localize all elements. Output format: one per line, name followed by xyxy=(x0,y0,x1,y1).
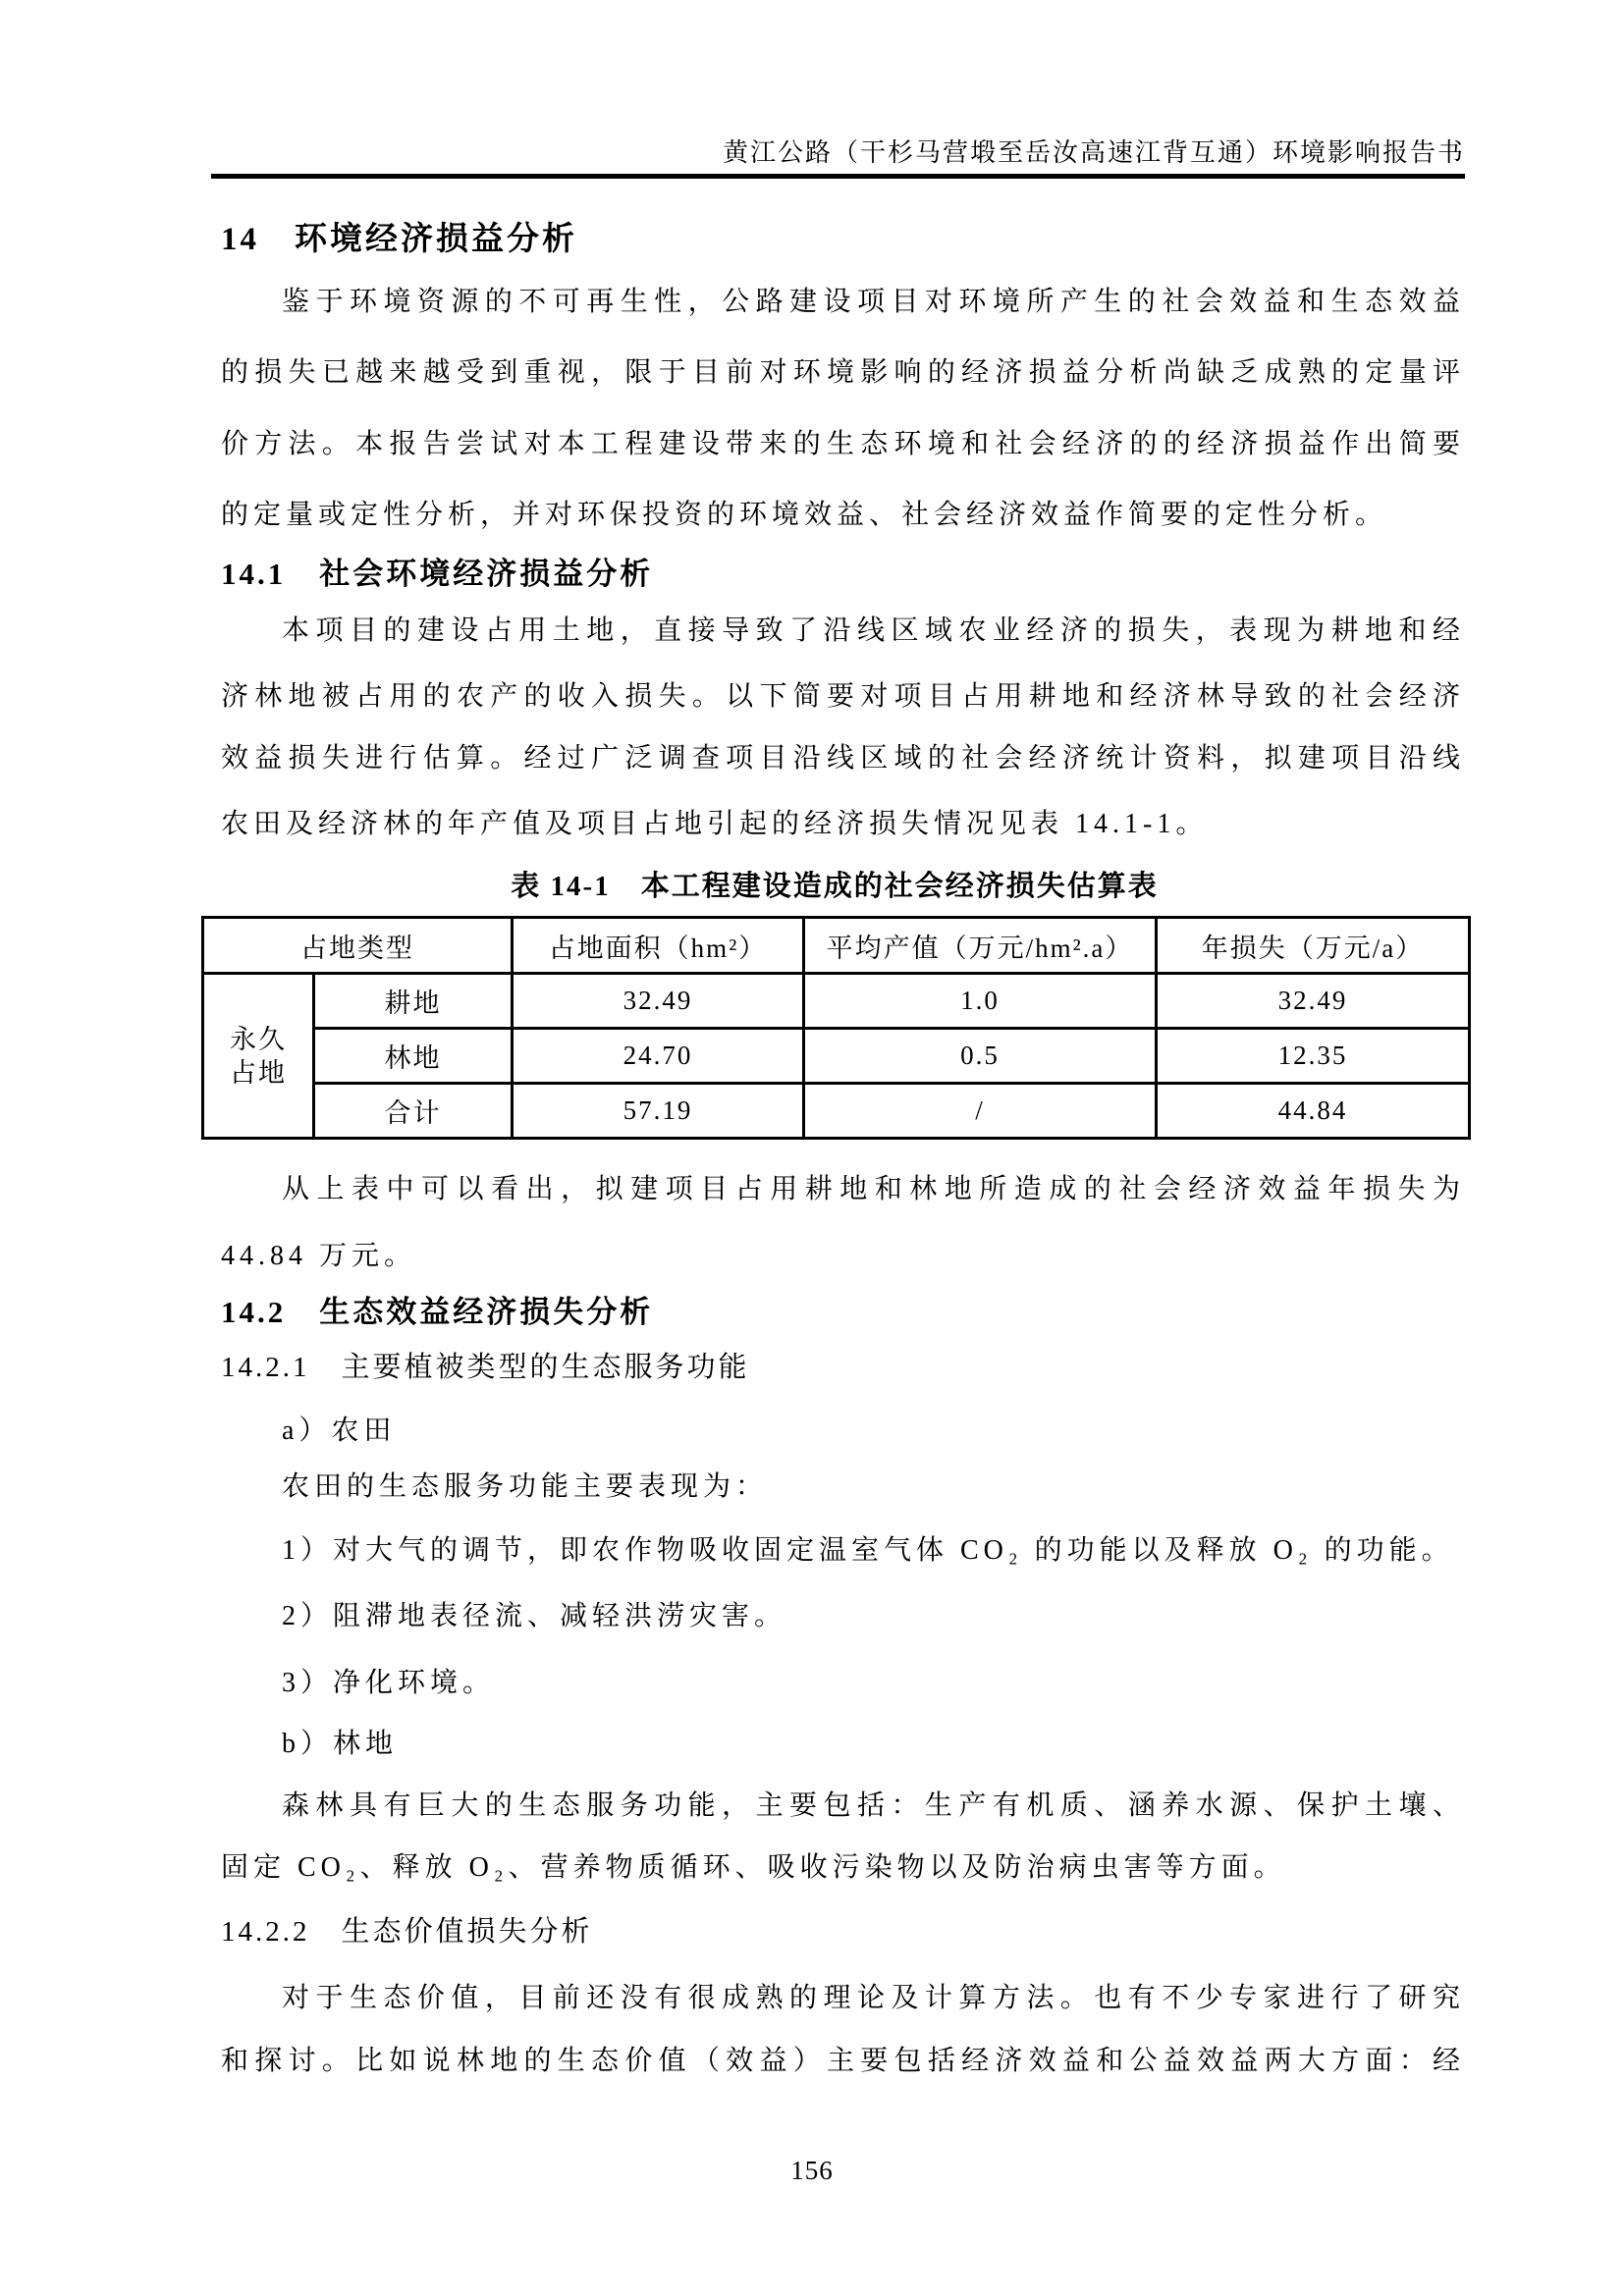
table-row xyxy=(203,1084,1470,1139)
list-item: 1）对大气的调节，即农作物吸收固定温室气体 CO₂ 的功能以及释放 O₂ 的功能。 xyxy=(282,1535,1454,1566)
table-cell: 32.49 xyxy=(513,974,804,1029)
paragraph-line: 济林地被占用的农产的收入损失。以下简要对项目占用耕地和经济林导致的社会经济 xyxy=(221,681,1465,712)
heading-14: 14 环境经济损益分析 xyxy=(221,222,577,257)
paragraph-line: 本项目的建设占用土地，直接导致了沿线区域农业经济的损失，表现为耕地和经 xyxy=(282,615,1465,646)
column-header: 占地面积（hm²） xyxy=(513,918,804,974)
table-cell: 12.35 xyxy=(1157,1029,1470,1084)
paragraph-line: 的损失已越来越受到重视，限于目前对环境影响的经济损益分析尚缺乏成熟的定量评 xyxy=(221,357,1465,388)
paragraph-line: 和探讨。比如说林地的生态价值（效益）主要包括经济效益和公益效益两大方面：经 xyxy=(221,2046,1465,2076)
table-header-row xyxy=(203,918,1470,974)
table-caption: 表 14-1 本工程建设造成的社会经济损失估算表 xyxy=(511,871,1159,902)
table-cell: 林地 xyxy=(314,1029,513,1084)
paragraph-line: 对于生态价值，目前还没有很成熟的理论及计算方法。也有不少专家进行了研究 xyxy=(282,1983,1465,2013)
column-header: 平均产值（万元/hm².a） xyxy=(804,918,1157,974)
paragraph-line: 从上表中可以看出，拟建项目占用耕地和林地所造成的社会经济效益年损失为 xyxy=(282,1174,1465,1204)
table-cell: 24.70 xyxy=(513,1029,804,1084)
list-item: b）林地 xyxy=(282,1729,399,1759)
heading-14-2-2: 14.2.2 生态价值损失分析 xyxy=(221,1916,593,1948)
paragraph-line: 的定量或定性分析，并对环保投资的环境效益、社会经济效益作简要的定性分析。 xyxy=(221,500,1388,530)
page-number: 156 xyxy=(790,2156,834,2185)
list-item: 3）净化环境。 xyxy=(282,1668,496,1698)
paragraph-line: 固定 CO₂、释放 O₂、营养物质循环、吸收污染物以及防治病虫害等方面。 xyxy=(221,1852,1286,1883)
table-cell: / xyxy=(804,1084,1157,1139)
table-row xyxy=(203,1029,1470,1084)
column-header: 年损失（万元/a） xyxy=(1157,918,1470,974)
paragraph-line: 森林具有巨大的生态服务功能，主要包括：生产有机质、涵养水源、保护土壤、 xyxy=(282,1790,1465,1821)
table-cell: 耕地 xyxy=(314,974,513,1029)
column-header: 占地类型 xyxy=(203,918,513,974)
list-item: a）农田 xyxy=(282,1415,397,1446)
table-cell: 0.5 xyxy=(804,1029,1157,1084)
paragraph-line: 价方法。本报告尝试对本工程建设带来的生态环境和社会经济的的经济损益作出简要 xyxy=(221,429,1465,459)
social-economic-loss-table xyxy=(201,916,1471,1140)
table-cell: 1.0 xyxy=(804,974,1157,1029)
running-header-title: 黄江公路（干杉马营塅至岳汝高速江背互通）环境影响报告书 xyxy=(722,138,1465,167)
table-cell: 57.19 xyxy=(513,1084,804,1139)
row-group-label: 永久 占地 xyxy=(203,974,314,1139)
paragraph-line: 44.84 万元。 xyxy=(221,1241,417,1271)
heading-14-2: 14.2 生态效益经济损失分析 xyxy=(221,1295,654,1329)
paragraph-line: 效益损失进行估算。经过广泛调查项目沿线区域的社会经济统计资料，拟建项目沿线 xyxy=(221,743,1465,774)
table-cell: 32.49 xyxy=(1157,974,1470,1029)
paragraph-line: 农田的生态服务功能主要表现为： xyxy=(282,1471,769,1502)
list-item: 2）阻滞地表径流、减轻洪涝灾害。 xyxy=(282,1601,787,1631)
paragraph-line: 农田及经济林的年产值及项目占地引起的经济损失情况见表 14.1-1。 xyxy=(221,809,1209,839)
table-cell: 合计 xyxy=(314,1084,513,1139)
table-cell: 44.84 xyxy=(1157,1084,1470,1139)
header-rule xyxy=(211,174,1465,179)
heading-14-2-1: 14.2.1 主要植被类型的生态服务功能 xyxy=(221,1352,750,1383)
table-row xyxy=(203,974,1470,1029)
heading-14-1: 14.1 社会环境经济损益分析 xyxy=(221,557,654,591)
paragraph-line: 鉴于环境资源的不可再生性，公路建设项目对环境所产生的社会效益和生态效益 xyxy=(282,287,1465,317)
